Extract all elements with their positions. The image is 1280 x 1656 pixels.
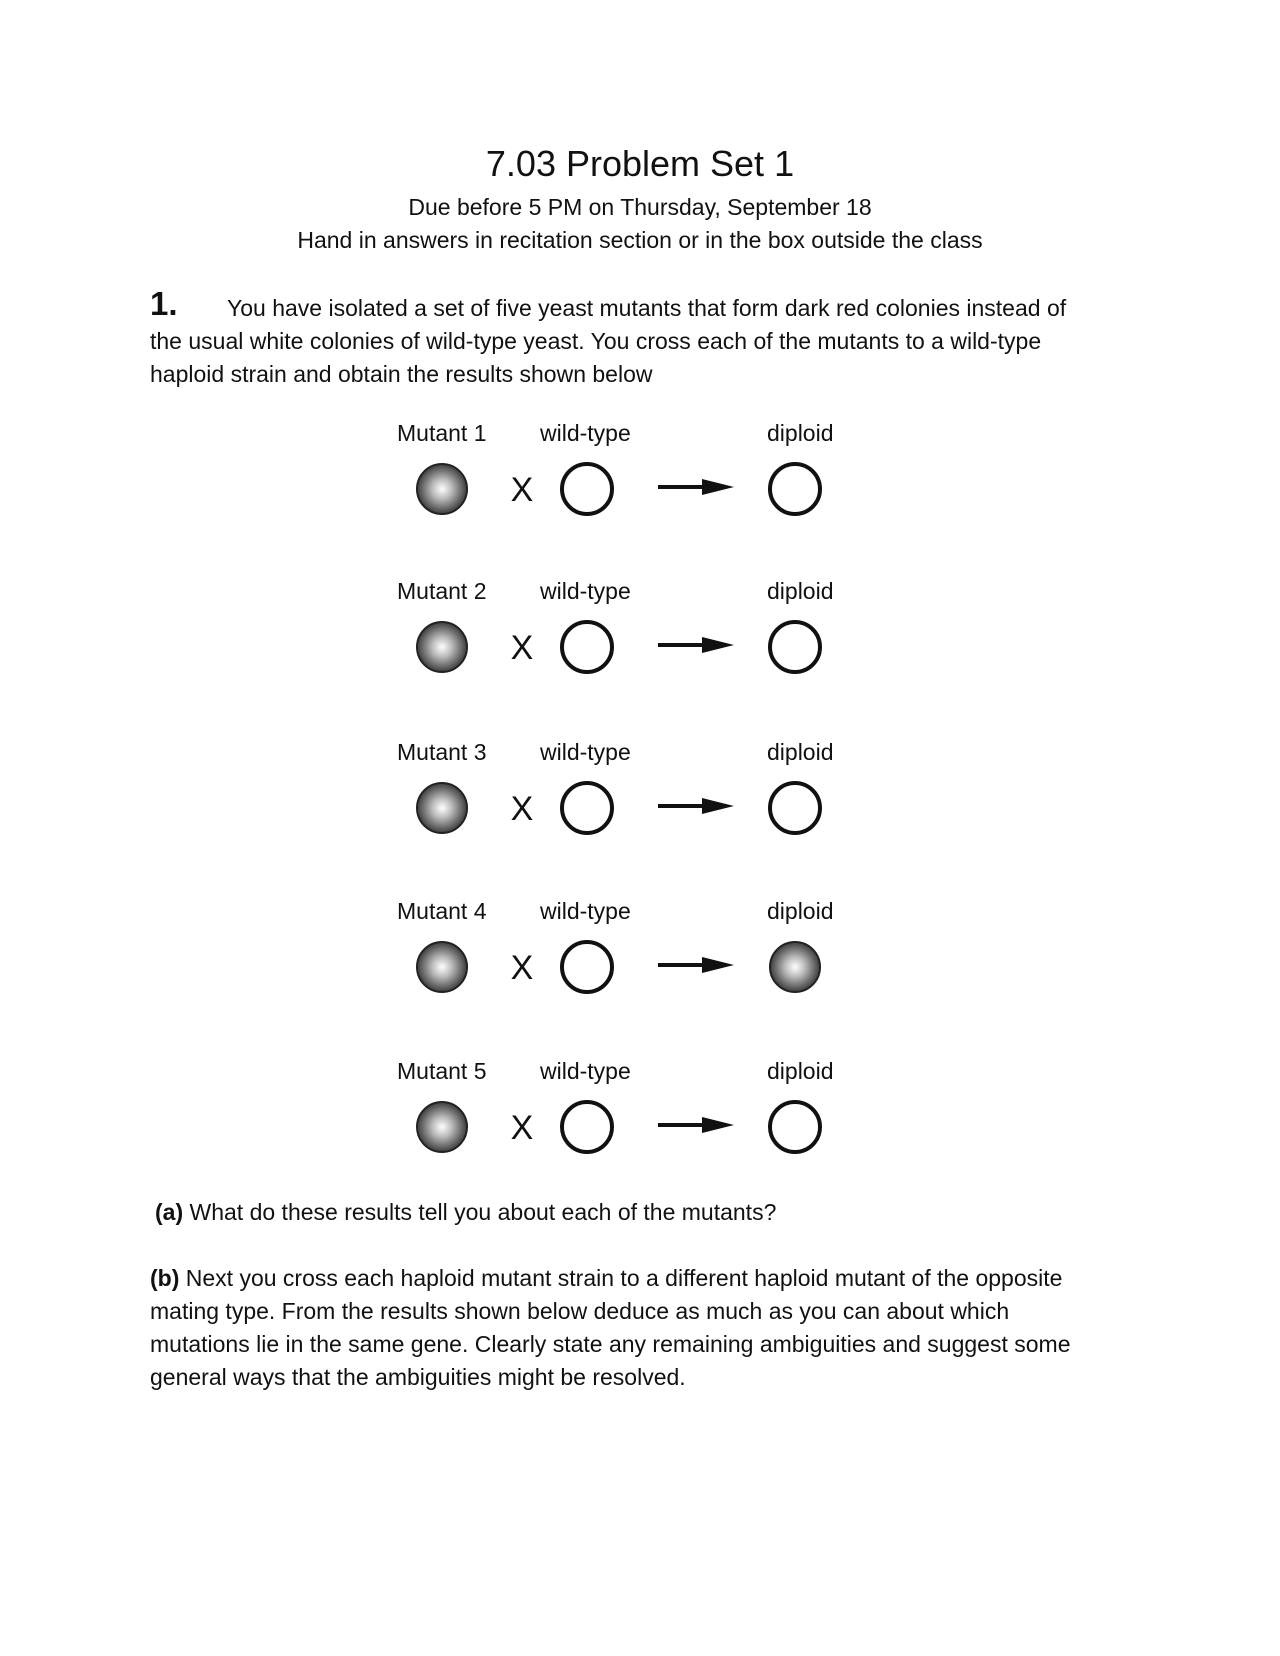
page-title: 7.03 Problem Set 1 [485, 143, 795, 184]
part-b-text: Next you cross each haploid mutant strain to a different haploid mutant of the opposite [179, 1265, 1063, 1291]
part-a-text: What do these results tell you about each of the mutants? [183, 1199, 777, 1225]
cross-graphic [390, 611, 850, 683]
cross-symbol: X [510, 790, 534, 828]
wild-type-colony [562, 622, 612, 672]
part-a-label: (a) [155, 1199, 184, 1225]
question-intro-line: haploid strain and obtain the results shown below [150, 361, 653, 387]
part-b-line: mutations lie in the same gene. Clearly state any remaining ambiguities and suggest some [150, 1331, 1071, 1357]
diploid-colony [770, 464, 820, 514]
wild-type-colony [562, 464, 612, 514]
cross-diagram-3 [390, 737, 850, 847]
diploid-colony [770, 622, 820, 672]
cross-symbol: X [510, 949, 534, 987]
wild-type-colony [562, 942, 612, 992]
wild-type-label: wild-type [540, 1058, 631, 1084]
cross-graphic [390, 453, 850, 525]
question-intro-line: You have isolated a set of five yeast mutants that form dark red colonies instead of [227, 295, 1067, 321]
arrow-head [702, 957, 734, 973]
diploid-colony [770, 1102, 820, 1152]
cross-symbol: X [510, 471, 534, 509]
arrow-head [702, 479, 734, 495]
mutant-colony [417, 1102, 467, 1152]
arrow-head [702, 1117, 734, 1133]
mutant-label: Mutant 2 [397, 578, 487, 604]
mutant-label: Mutant 5 [397, 1058, 487, 1084]
cross-graphic [390, 772, 850, 844]
part-b-line: general ways that the ambiguities might be resolved. [150, 1364, 686, 1390]
mutant-label: Mutant 4 [397, 898, 487, 924]
part-b-first-line [150, 1262, 1140, 1295]
diploid-colony [770, 942, 820, 992]
hand-in-instructions: Hand in answers in recitation section or in the box outside the class [297, 227, 983, 253]
cross-diagram-1 [390, 418, 850, 528]
cross-diagram-4 [390, 896, 850, 1006]
wild-type-colony [562, 783, 612, 833]
diploid-label: diploid [767, 739, 834, 765]
arrow-head [702, 798, 734, 814]
mutant-label: Mutant 3 [397, 739, 487, 765]
part-b-label: (b) [150, 1265, 180, 1291]
part-b-line: mating type. From the results shown below deduce as much as you can about which [150, 1298, 1010, 1324]
cross-symbol: X [510, 1109, 534, 1147]
mutant-colony [417, 783, 467, 833]
diploid-label: diploid [767, 898, 834, 924]
cross-diagram-5 [390, 1056, 850, 1166]
mutant-label: Mutant 1 [397, 420, 487, 446]
wild-type-label: wild-type [540, 578, 631, 604]
arrow-head [702, 637, 734, 653]
part-b-question [150, 1262, 1140, 1394]
diploid-label: diploid [767, 420, 834, 446]
diploid-label: diploid [767, 1058, 834, 1084]
cross-graphic [390, 931, 850, 1003]
diploid-label: diploid [767, 578, 834, 604]
cross-symbol: X [510, 629, 534, 667]
wild-type-label: wild-type [540, 420, 631, 446]
diploid-colony [770, 783, 820, 833]
mutant-colony [417, 464, 467, 514]
wild-type-colony [562, 1102, 612, 1152]
mutant-colony [417, 942, 467, 992]
wild-type-label: wild-type [540, 739, 631, 765]
wild-type-label: wild-type [540, 898, 631, 924]
mutant-colony [417, 622, 467, 672]
question-number: 1. [150, 285, 178, 322]
question-intro-line: the usual white colonies of wild-type yeast. You cross each of the mutants to a wild-type [150, 328, 1042, 354]
cross-diagram-2 [390, 576, 850, 686]
part-a-question [155, 1196, 776, 1229]
due-date: Due before 5 PM on Thursday, September 18 [408, 194, 872, 220]
cross-graphic [390, 1091, 850, 1163]
